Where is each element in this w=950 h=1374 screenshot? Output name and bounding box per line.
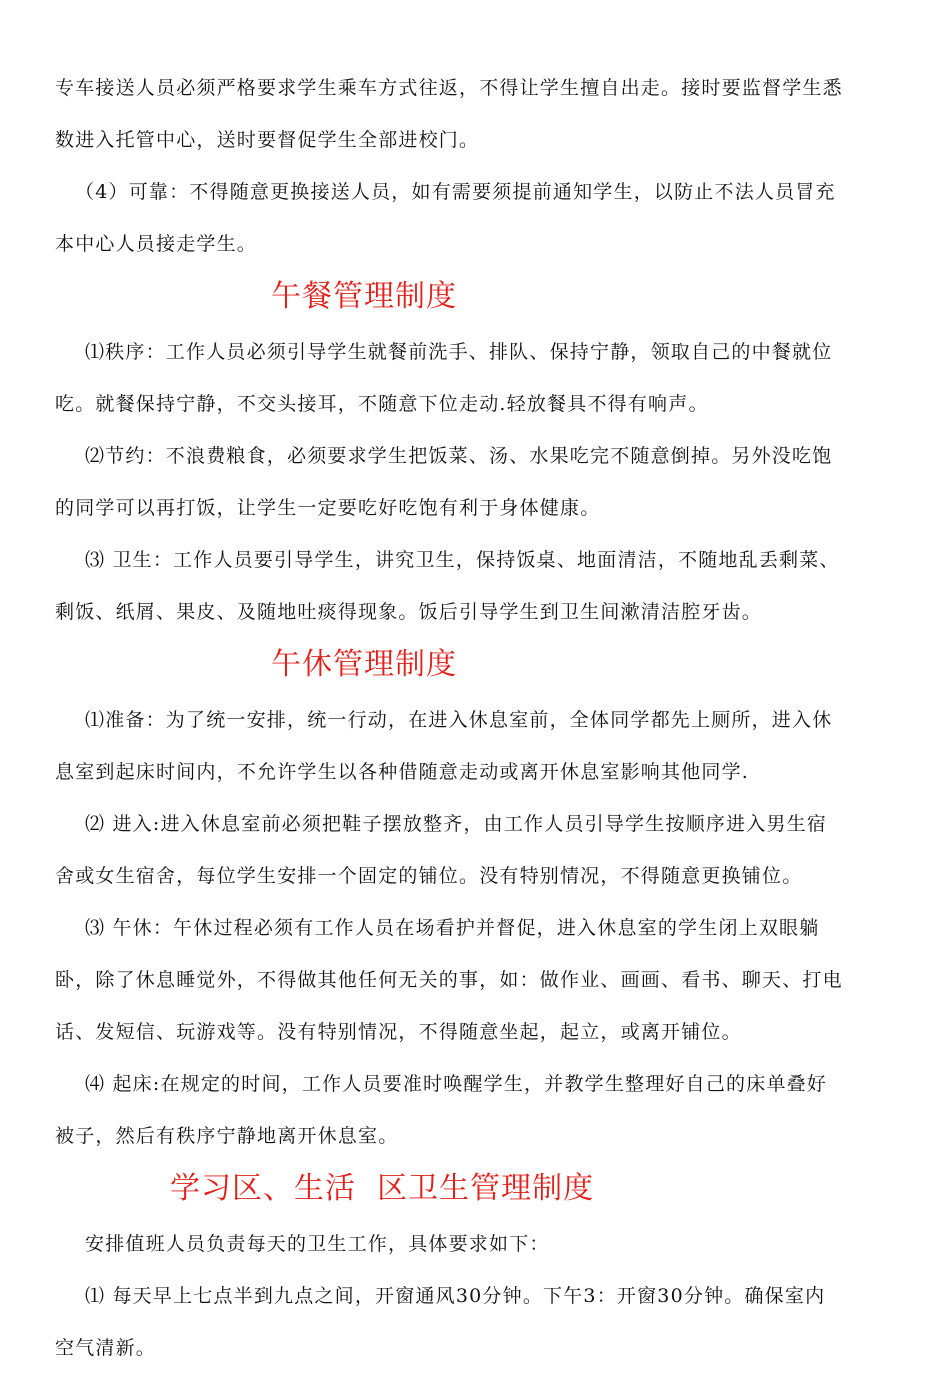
paragraph-line: 的同学可以再打饭，让学生一定要吃好吃饱有利于身体健康。 xyxy=(55,497,601,519)
paragraph-line: 息室到起床时间内，不允许学生以各种借随意走动或离开休息室影响其他同学. xyxy=(55,761,750,783)
paragraph-line: 数进入托管中心，送时要督促学生全部进校门。 xyxy=(55,129,480,151)
paragraph-line: 吃。就餐保持宁静，不交头接耳，不随意下位走动.轻放餐具不得有响声。 xyxy=(55,393,709,415)
paragraph-line: 被子，然后有秩序宁静地离开休息室。 xyxy=(55,1125,399,1147)
paragraph-line: 本中心人员接走学生。 xyxy=(55,233,258,255)
section-heading-hygiene: 学习区、生活 区卫生管理制度 xyxy=(170,1171,595,1206)
section-heading-nap: 午休管理制度 xyxy=(271,647,457,682)
paragraph-line: 专车接送人员必须严格要求学生乘车方式往返，不得让学生擅自出走。接时要监督学生悉 xyxy=(55,77,843,99)
paragraph-line: ⑴ 每天早上七点半到九点之间，开窗通风30分钟。下午3：开窗30分钟。确保室内 xyxy=(85,1285,826,1307)
paragraph-line: ⑴秩序：工作人员必须引导学生就餐前洗手、排队、保持宁静，领取自己的中餐就位 xyxy=(85,341,833,363)
section-heading-lunch: 午餐管理制度 xyxy=(271,279,457,314)
paragraph-line: ⑴准备：为了统一安排，统一行动，在进入休息室前，全体同学都先上厕所，进入休 xyxy=(85,709,833,731)
paragraph-line: 舍或女生宿舍，每位学生安排一个固定的铺位。没有特别情况，不得随意更换铺位。 xyxy=(55,865,803,887)
paragraph-line: 安排值班人员负责每天的卫生工作，具体要求如下： xyxy=(85,1233,550,1255)
paragraph-line: （4）可靠：不得随意更换接送人员，如有需要须提前通知学生，以防止不法人员冒充 xyxy=(75,181,836,203)
document-page xyxy=(55,62,895,1374)
paragraph-line: ⑷ 起床:在规定的时间，工作人员要准时唤醒学生，并教学生整理好自己的床单叠好 xyxy=(85,1073,828,1095)
paragraph-line: 卧，除了休息睡觉外，不得做其他任何无关的事，如：做作业、画画、看书、聊天、打电 xyxy=(55,969,843,991)
paragraph-line: 剩饭、纸屑、果皮、及随地吐痰得现象。饭后引导学生到卫生间漱清洁腔牙齿。 xyxy=(55,601,763,623)
paragraph-line: 话、发短信、玩游戏等。没有特别情况，不得随意坐起，起立，或离开铺位。 xyxy=(55,1021,742,1043)
paragraph-line: ⑵ 进入:进入休息室前必须把鞋子摆放整齐，由工作人员引导学生按顺序进入男生宿 xyxy=(85,813,828,835)
paragraph-line: ⑶ 午休：午休过程必须有工作人员在场看护并督促，进入休息室的学生闭上双眼躺 xyxy=(85,917,820,939)
paragraph-line: 空气清新。 xyxy=(55,1337,157,1359)
paragraph-line: ⑵节约：不浪费粮食，必须要求学生把饭菜、汤、水果吃完不随意倒掉。另外没吃饱 xyxy=(85,445,833,467)
paragraph-line: ⑶ 卫生：工作人员要引导学生，讲究卫生，保持饭桌、地面清洁，不随地乱丢剩菜、 xyxy=(85,549,840,571)
